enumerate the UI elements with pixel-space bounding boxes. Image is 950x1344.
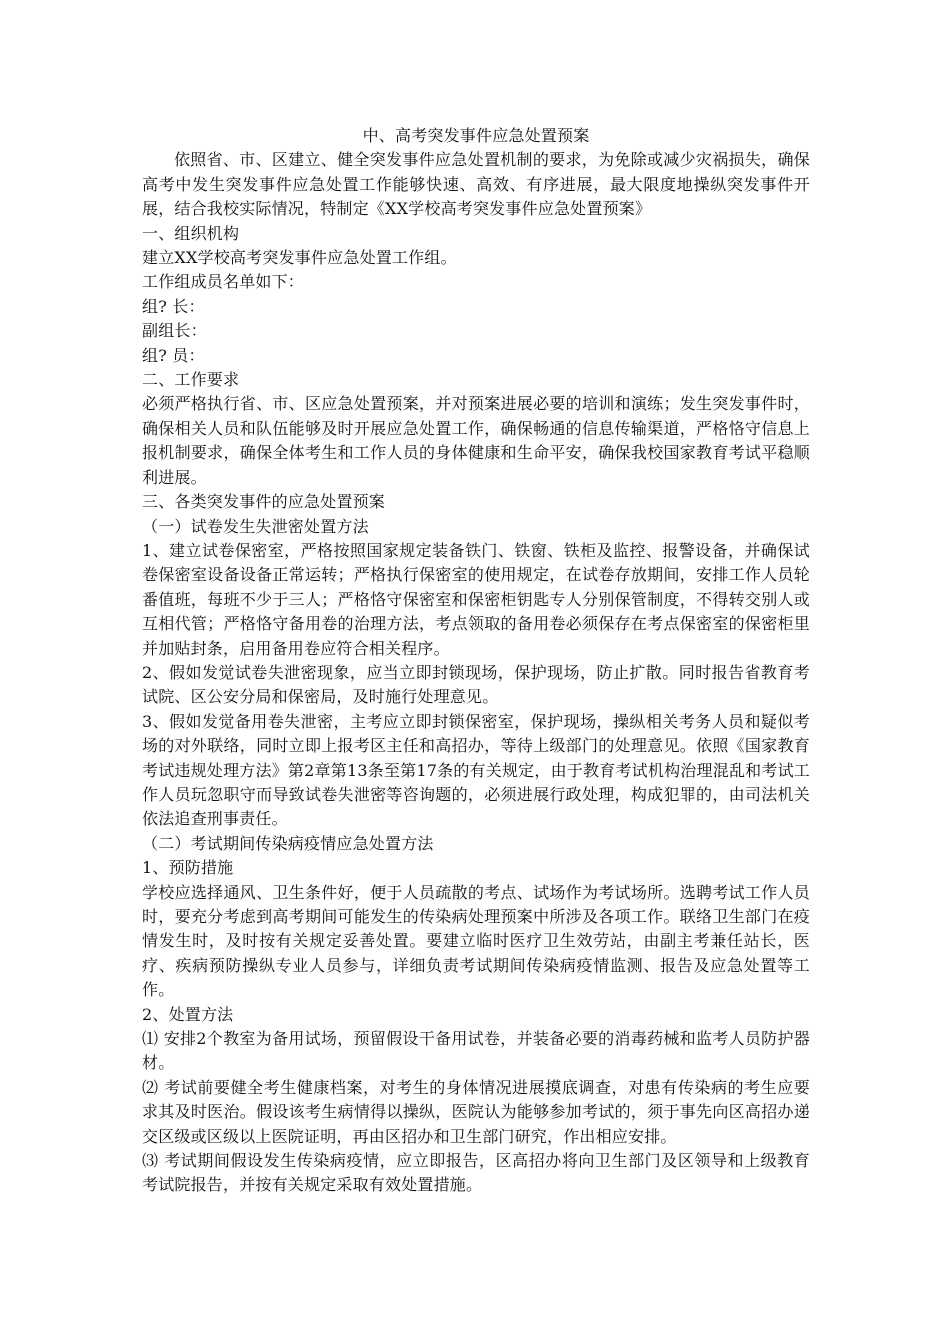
prevention-heading: 1、预防措施 xyxy=(142,858,234,878)
subsection-heading-paper-leak: （一）试卷发生失泄密处置方法 xyxy=(142,516,369,536)
paper-leak-item-2: 2、假如发觉试卷失泄密现象，应当立即封锁现场，保护现场，防止扩散。同时报告省教育考试院、区公安分局和保密局，及时施行处理意见。 xyxy=(142,662,810,707)
handling-item-2: ⑵ 考试前要健全考生健康档案，对考生的身体情况进展摸底调查，对患有传染病的考生应要求其及时医治。假设该考生病情得以操纵，医院认为能够参加考试的，须于事先向区高招办递交区级或区级以上医院证明，再由区招办和卫生部门研究，作出相应安排。 xyxy=(142,1077,810,1146)
group-leader-label: 组? 长： xyxy=(142,296,205,316)
member-list-label: 工作组成员名单如下： xyxy=(142,272,305,292)
intro-paragraph: 依照省、市、区建立、健全突发事件应急处置机制的要求，为免除或减少灾祸损失，确保高考中发生突发事件应急处置工作能够快速、高效、有序进展，最大限度地操纵突发事件开展，结合我校实际情况，特制定《XX学校高考突发事件应急处置预案》 xyxy=(142,150,810,219)
section-heading-requirements: 二、工作要求 xyxy=(142,370,240,390)
handling-heading: 2、处置方法 xyxy=(142,1004,234,1024)
paper-leak-item-3: 3、假如发觉备用卷失泄密，主考应立即封锁保密室，保护现场，操纵相关考务人员和疑似考场的对外联络，同时立即上报考区主任和高招办，等待上级部门的处理意见。依照《国家教育考试违规处理方法》第2章第13条至第17条的有关规定，由于教育考试机构治理混乱和考试工作人员玩忽职守而导致试卷失泄密等咨询题的，必须进展行政处理，构成犯罪的，由司法机关依法追查刑事责任。 xyxy=(142,711,810,829)
deputy-leader-label: 副组长： xyxy=(142,321,207,341)
subsection-heading-epidemic: （二）考试期间传染病疫情应急处置方法 xyxy=(142,833,434,853)
section-heading-organization: 一、组织机构 xyxy=(142,223,240,243)
document-page xyxy=(142,124,810,1198)
prevention-paragraph: 学校应选择通风、卫生条件好，便于人员疏散的考点、试场作为考试场所。选聘考试工作人员时，要充分考虑到高考期间可能发生的传染病处理预案中所涉及各项工作。联络卫生部门在疫情发生时，及时按有关规定妥善处置。要建立临时医疗卫生效劳站，由副主考兼任站长，医疗、疾病预防操纵专业人员参与，详细负责考试期间传染病疫情监测、报告及应急处置等工作。 xyxy=(142,882,810,1000)
section-heading-plans: 三、各类突发事件的应急处置预案 xyxy=(142,492,386,512)
handling-item-1: ⑴ 安排2个教室为备用试场，预留假设干备用试卷，并装备必要的消毒药械和监考人员防护器材。 xyxy=(142,1029,810,1073)
paper-leak-item-1: 1、建立试卷保密室，严格按照国家规定装备铁门、铁窗、铁柜及监控、报警设备，并确保试卷保密室设备设备正常运转；严格执行保密室的使用规定，在试卷存放期间，安排工作人员轮番值班，每班不少于三人；严格恪守保密室和保密柜钥匙专人分别保管制度，不得转交别人或互相代管；严格恪守备用卷的治理方法，考点领取的备用卷必须保存在考点保密室的保密柜里并加贴封条，启用备用卷应符合相关程序。 xyxy=(142,540,810,658)
group-member-label: 组? 员： xyxy=(142,345,205,365)
handling-item-3: ⑶ 考试期间假设发生传染病疫情，应立即报告，区高招办将向卫生部门及区领导和上级教育考试院报告，并按有关规定采取有效处置措施。 xyxy=(142,1151,810,1195)
requirements-paragraph: 必须严格执行省、市、区应急处置预案，并对预案进展必要的培训和演练；发生突发事件时，确保相关人员和队伍能够及时开展应急处置工作，确保畅通的信息传输渠道，严格恪守信息上报机制要求，确保全体考生和工作人员的身体健康和生命平安，确保我校国家教育考试平稳顺利进展。 xyxy=(142,394,810,487)
document-title: 中、高考突发事件应急处置预案 xyxy=(362,126,590,145)
workgroup-statement: 建立XX学校高考突发事件应急处置工作组。 xyxy=(142,248,457,268)
